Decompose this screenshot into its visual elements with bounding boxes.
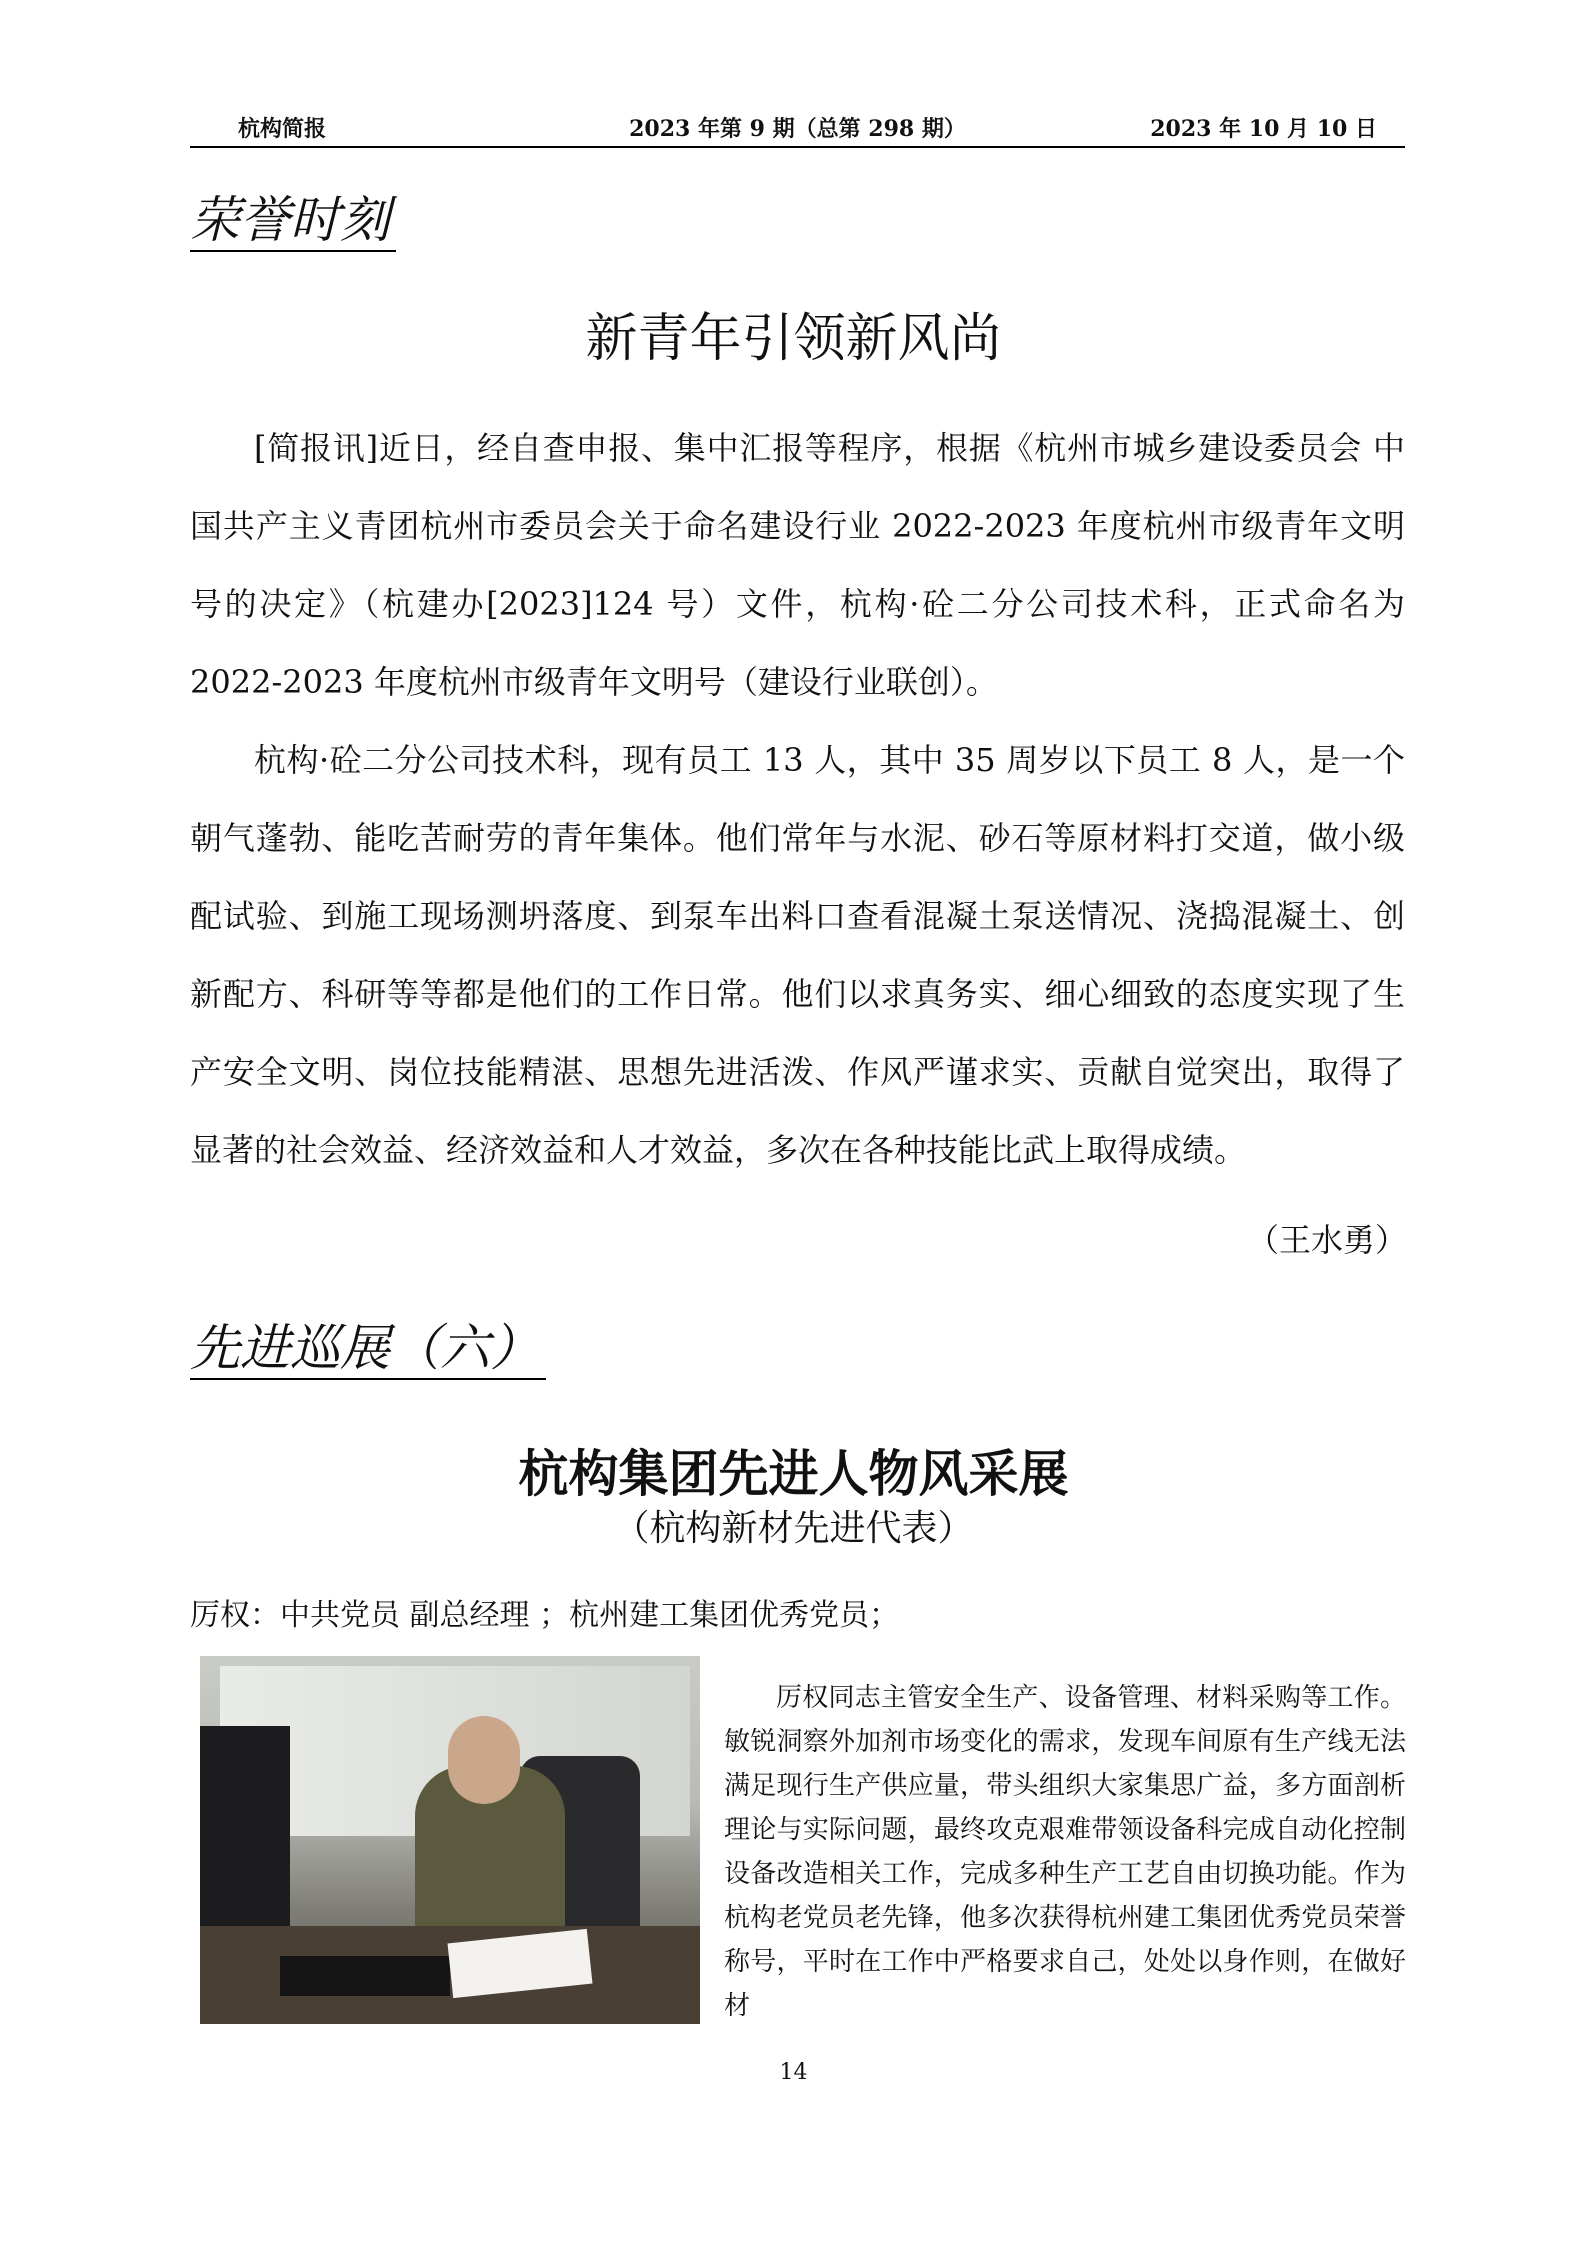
section-label-honor: 荣誉时刻 [190, 190, 396, 252]
person-profile: 厉权同志主管安全生产、设备管理、材料采购等工作。敏锐洞察外加剂市场变化的需求，发现车间原有生产线无法满足现行生产供应量，带头组织大家集思广益，多方面剖析理论与实际问题，最终攻克艰难带领设备科完成自动化控制设备改造相关工作，完成多种生产工艺自由切换功能。作为杭构老党员老先锋，他多次获得杭州建工集团优秀党员荣誉称号，平时在工作中严格要求自己，处处以身作则，在做好材 [724, 1683, 1406, 2021]
photo-monitor [200, 1726, 290, 1956]
person-photo [200, 1656, 700, 2024]
photo-keyboard [280, 1956, 450, 1996]
header-publication: 杭构简报 [238, 116, 327, 142]
feature-subtitle: （杭构新材先进代表） [613, 1508, 974, 1549]
header-issue: 2023 年第 9 期（总第 298 期） [629, 116, 966, 142]
page-number: 14 [779, 2060, 808, 2085]
article-signature: （王水勇） [1246, 1221, 1407, 1259]
header-rule [190, 146, 1405, 148]
page-header [190, 112, 1405, 148]
person-roles: 中共党员 副总经理 ；杭州建工集团优秀党员； [280, 1598, 900, 1633]
article-paragraph-1 [190, 409, 1405, 721]
paragraph-text: 杭构·砼二分公司技术科，现有员工 13 人，其中 35 周岁以下员工 8 人，是一个朝气蓬勃、能吃苦耐劳的青年集体。他们常年与水泥、砂石等原材料打交道，做小级配试验、到施工现场测坍落度、到泵车出料口查看混凝土泵送情况、浇捣混凝土、创新配方、科研等等都是他们的工作日常。他们以求真务实、细心细致的态度实现了生产安全文明、岗位技能精湛、思想先进活泼、作风严谨求实、贡献自觉突出，取得了显著的社会效益、经济效益和人才效益，多次在各种技能比武上取得成绩。 [190, 741, 1405, 1169]
photo-head [448, 1716, 520, 1804]
paragraph-text: [简报讯]近日，经自查申报、集中汇报等程序，根据《杭州市城乡建设委员会 中国共产主义青团杭州市委员会关于命名建设行业 2022-2023 年度杭州市级青年文明号的决定》（杭建办[2023]124 号）文件，杭构·砼二分公司技术科，正式命名为 2022-2023 年度杭州市级青年文明号（建设行业联创）。 [190, 429, 1405, 701]
header-date: 2023 年 10 月 10 日 [1150, 116, 1377, 142]
article-title: 新青年引领新风尚 [585, 309, 1002, 369]
person-name: 厉权： [190, 1598, 280, 1633]
section-label-advanced: 先进巡展（六） [190, 1318, 546, 1380]
article-paragraph-2 [190, 721, 1405, 1189]
person-heading [190, 1590, 899, 1634]
feature-title: 杭构集团先进人物风采展 [518, 1444, 1069, 1503]
